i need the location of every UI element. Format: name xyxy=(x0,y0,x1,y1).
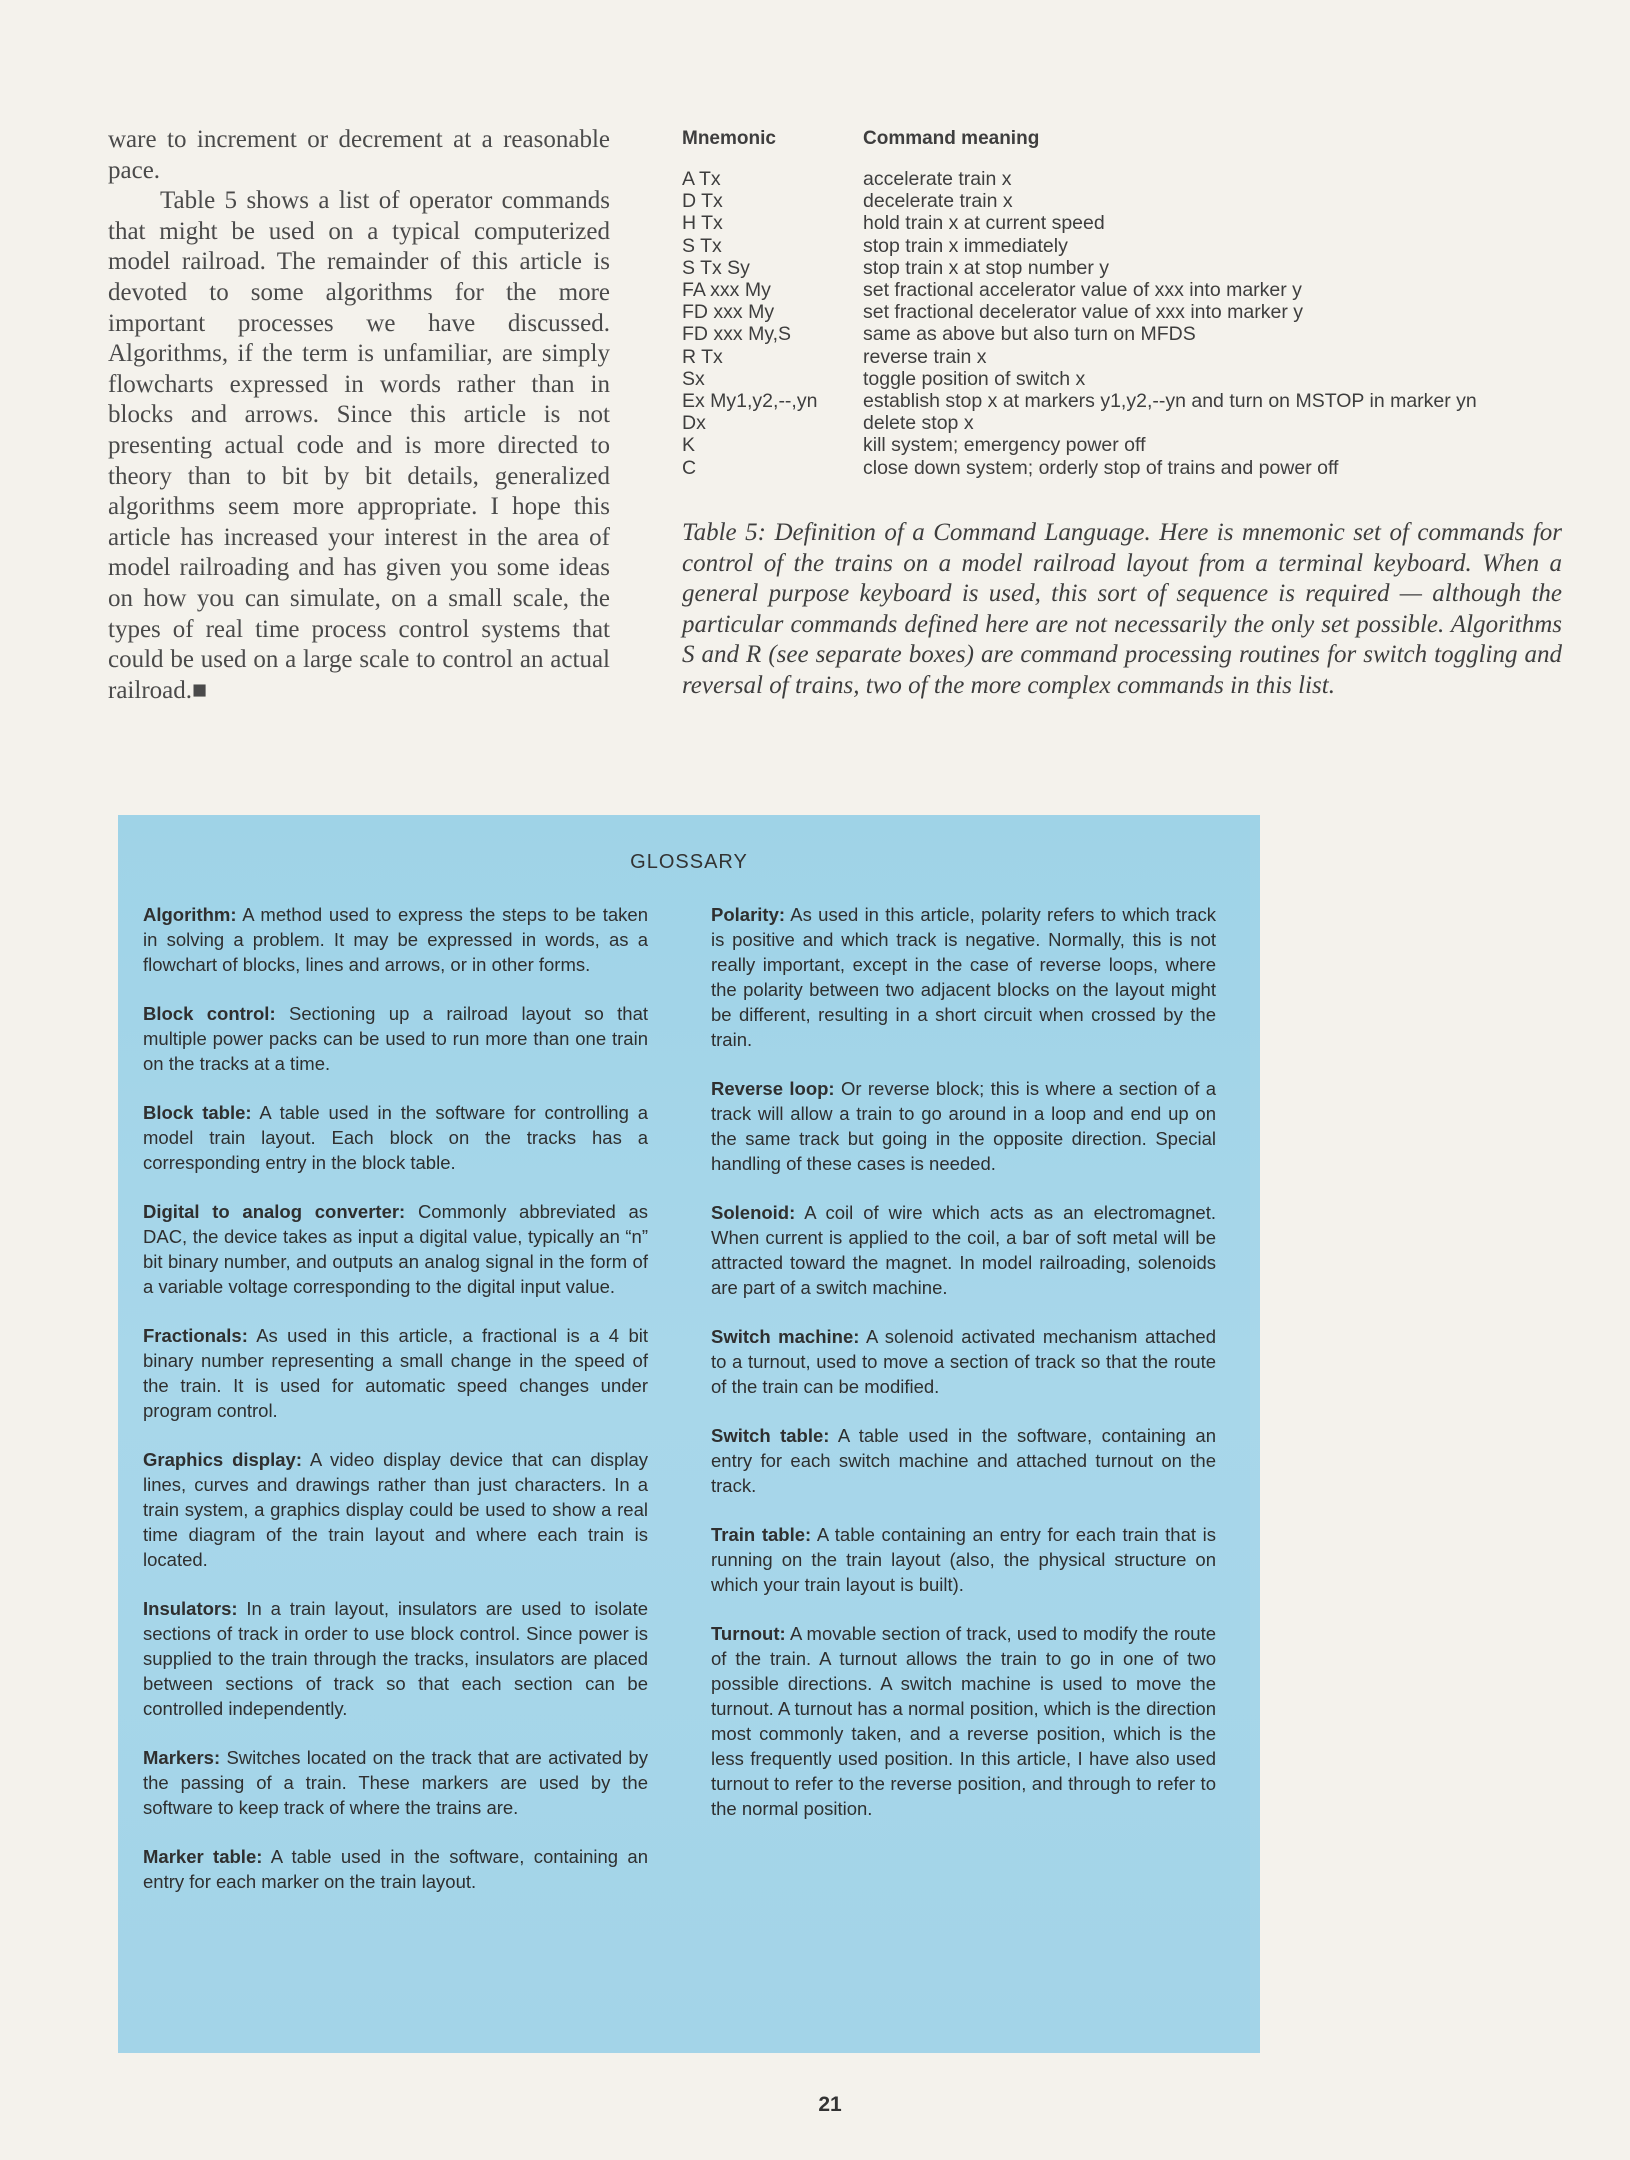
glossary-entry xyxy=(143,902,648,977)
glossary-term: Insulators: xyxy=(143,1598,238,1619)
glossary-entry xyxy=(143,1199,648,1299)
glossary-entry xyxy=(143,1596,648,1721)
article-text xyxy=(108,125,610,706)
glossary-entry xyxy=(711,1621,1216,1821)
glossary-right-column xyxy=(711,902,1216,1845)
article-paragraph: ware to increment or decrement at a reasonable pace. xyxy=(108,126,610,184)
command-row xyxy=(682,257,1602,279)
command-mnemonic: H Tx xyxy=(682,212,723,235)
command-mnemonic: D Tx xyxy=(682,190,723,213)
command-row xyxy=(682,168,1602,190)
command-meaning: decelerate train x xyxy=(863,190,1013,213)
table-caption: Table 5: Definition of a Command Language. Here is mnemonic set of commands for control of the trains on a model railroad layout from a terminal keyboard. When a general purpose keyboard is used, this sort of sequence is required — although the particular commands defined here are not necessarily the only set possible. Algorithms S and R (see separate boxes) are command processing routines for switch toggling and reversal of trains, two of the more complex commands in this list. xyxy=(682,519,1562,699)
command-meaning-header: Command meaning xyxy=(863,128,1040,149)
command-table xyxy=(682,128,1602,479)
glossary-term: Digital to analog converter: xyxy=(143,1201,406,1222)
glossary-term: Polarity: xyxy=(711,904,786,925)
command-meaning: stop train x at stop number y xyxy=(863,256,1110,279)
command-meaning: accelerate train x xyxy=(863,168,1012,190)
glossary-entry xyxy=(143,1447,648,1572)
command-row xyxy=(682,323,1602,345)
glossary-term: Fractionals: xyxy=(143,1325,248,1346)
glossary-definition: Sectioning up a railroad layout so that multiple power packs can be used to run more than one train on the tracks at a time. xyxy=(143,1003,649,1074)
command-meaning: establish stop x at markers y1,y2,--yn and turn on MSTOP in marker yn xyxy=(863,390,1477,413)
command-row xyxy=(682,301,1602,323)
glossary-entry xyxy=(711,1200,1216,1300)
glossary-definition: As used in this article, a fractional is a 4 bit binary number representing a small change in the speed of the train. It is used for automatic speed changes under program control. xyxy=(143,1325,648,1421)
command-meaning: kill system; emergency power off xyxy=(863,434,1146,457)
command-mnemonic: S Tx Sy xyxy=(682,256,750,279)
glossary-term: Marker table: xyxy=(143,1846,263,1867)
command-meaning: delete stop x xyxy=(863,412,974,435)
glossary-entry xyxy=(711,1522,1216,1597)
glossary-term: Turnout: xyxy=(711,1623,786,1644)
command-row xyxy=(682,457,1602,479)
glossary-definition: As used in this article, polarity refers to which track is positive and which track is negative. Normally, this is not really important, except in the case of reverse loops, where the polarity between two adjacent blocks on the layout might be different, resulting in a short circuit when crossed by the train. xyxy=(711,904,1216,1050)
glossary-term: Graphics display: xyxy=(143,1449,302,1470)
glossary-term: Switch machine: xyxy=(711,1326,860,1347)
command-meaning: close down system; orderly stop of trains and power off xyxy=(863,456,1339,479)
command-row xyxy=(682,368,1602,390)
glossary-definition: A table used in the software, containing an entry for each marker on the train layout. xyxy=(143,1846,649,1892)
command-mnemonic: S Tx xyxy=(682,234,722,257)
article-paragraph: Table 5 shows a list of operator commands that might be used on a typical computerized model railroad. The remainder of this article is devoted to some algorithms for the more important processes we have discussed. Algorithms, if the term is unfamiliar, are simply flowcharts expressed in words rather than in blocks and arrows. Since this article is not presenting actual code and is more directed to theory than to bit by bit details, generalized algorithms seem more appropriate. I hope this article has increased your interest in the area of model railroading and has given you some ideas on how you can simulate, on a small scale, the types of real time process control systems that could be used on a large scale to control an actual railroad.■ xyxy=(108,187,610,704)
glossary-term: Reverse loop: xyxy=(711,1078,835,1099)
glossary-entry xyxy=(143,1745,648,1820)
command-meaning: stop train x immediately xyxy=(863,234,1068,257)
command-row xyxy=(682,346,1602,368)
command-meaning: same as above but also turn on MFDS xyxy=(863,323,1196,346)
command-mnemonic: K xyxy=(682,434,696,457)
glossary-left-column xyxy=(143,902,648,1918)
glossary-definition: A method used to express the steps to be taken in solving a problem. It may be expressed in words, as a flowchart of blocks, lines and arrows, or in other forms. xyxy=(143,904,648,975)
command-meaning: toggle position of switch x xyxy=(863,367,1086,390)
command-mnemonic: C xyxy=(682,456,697,479)
glossary-term: Block table: xyxy=(143,1102,252,1123)
glossary-entry xyxy=(711,1324,1216,1399)
mnemonic-header: Mnemonic xyxy=(682,128,776,149)
glossary-definition: Switches located on the track that are activated by the passing of a train. These markers are used by the software to keep track of where the trains are. xyxy=(143,1747,648,1818)
command-row xyxy=(682,190,1602,212)
glossary-entry xyxy=(143,1844,648,1894)
page-number: 21 xyxy=(818,2093,842,2116)
glossary-definition: A video display device that can display lines, curves and drawings rather than just characters. In a train system, a graphics display could be used to show a real time diagram of the train layout and where each train is located. xyxy=(143,1449,648,1570)
glossary-definition: Commonly abbreviated as DAC, the device takes as input a digital value, typically an “n” bit binary number, and outputs an analog signal in the form of a variable voltage corresponding to the digital input value. xyxy=(143,1201,648,1297)
command-meaning: set fractional accelerator value of xxx into marker y xyxy=(863,279,1302,302)
glossary-entry xyxy=(711,1423,1216,1498)
glossary-definition: A movable section of track, used to modify the route of the train. A turnout allows the train to go in one of two possible directions. A switch machine is used to move the turnout. A turnout has a normal position, which is the direction most commonly taken, and a reverse position, which is the less frequently used position. In this article, I have also used turnout to refer to the reverse position, and through to refer to the normal position. xyxy=(711,1623,1216,1819)
glossary-term: Switch table: xyxy=(711,1425,830,1446)
glossary-entry xyxy=(711,1076,1216,1176)
glossary-definition: A table containing an entry for each train that is running on the train layout (also, the physical structure on which your train layout is built). xyxy=(711,1524,1216,1595)
command-mnemonic: Dx xyxy=(682,412,706,435)
command-row xyxy=(682,279,1602,301)
glossary-term: Solenoid: xyxy=(711,1202,796,1223)
command-row xyxy=(682,434,1602,456)
glossary-definition: In a train layout, insulators are used to isolate sections of track in order to use block control. Since power is supplied to the train through the tracks, insulators are placed between sections of track so that each section can be controlled independently. xyxy=(143,1598,648,1719)
command-row xyxy=(682,412,1602,434)
command-meaning: reverse train x xyxy=(863,345,987,368)
glossary-entry xyxy=(143,1001,648,1076)
glossary-definition: A solenoid activated mechanism attached to a turnout, used to move a section of track so that the route of the train can be modified. xyxy=(711,1326,1216,1397)
command-mnemonic: FA xxx My xyxy=(682,279,771,302)
command-mnemonic: FD xxx My xyxy=(682,301,775,324)
command-row xyxy=(682,390,1602,412)
glossary-term: Train table: xyxy=(711,1524,812,1545)
glossary-term: Block control: xyxy=(143,1003,276,1024)
command-table-header xyxy=(682,128,1602,150)
glossary-definition: A table used in the software for controlling a model train layout. Each block on the tracks has a corresponding entry in the block table. xyxy=(143,1102,649,1173)
command-mnemonic: Sx xyxy=(682,367,705,390)
command-mnemonic: FD xxx My,S xyxy=(682,323,792,346)
glossary-definition: A coil of wire which acts as an electromagnet. When current is applied to the coil, a bar of soft metal will be attracted toward the magnet. In model railroading, solenoids are part of a switch machine. xyxy=(711,1202,1216,1298)
command-mnemonic: R Tx xyxy=(682,345,723,368)
glossary-definition: Or reverse block; this is where a section of a track will allow a train to go around in a loop and end up on the same track but going in the opposite direction. Special handling of these cases is needed. xyxy=(711,1078,1216,1174)
command-meaning: hold train x at current speed xyxy=(863,212,1105,235)
glossary-box xyxy=(118,815,1260,2053)
glossary-term: Algorithm: xyxy=(143,904,237,925)
command-row xyxy=(682,235,1602,257)
glossary-term: Markers: xyxy=(143,1747,221,1768)
command-mnemonic: A Tx xyxy=(682,168,721,190)
glossary-entry xyxy=(711,902,1216,1052)
glossary-title: GLOSSARY xyxy=(630,851,748,873)
command-meaning: set fractional decelerator value of xxx into marker y xyxy=(863,301,1304,324)
glossary-definition: A table used in the software, containing an entry for each switch machine and attached turnout on the track. xyxy=(711,1425,1216,1496)
command-row xyxy=(682,212,1602,234)
command-mnemonic: Ex My1,y2,--,yn xyxy=(682,390,818,413)
glossary-entry xyxy=(143,1100,648,1175)
glossary-entry xyxy=(143,1323,648,1423)
